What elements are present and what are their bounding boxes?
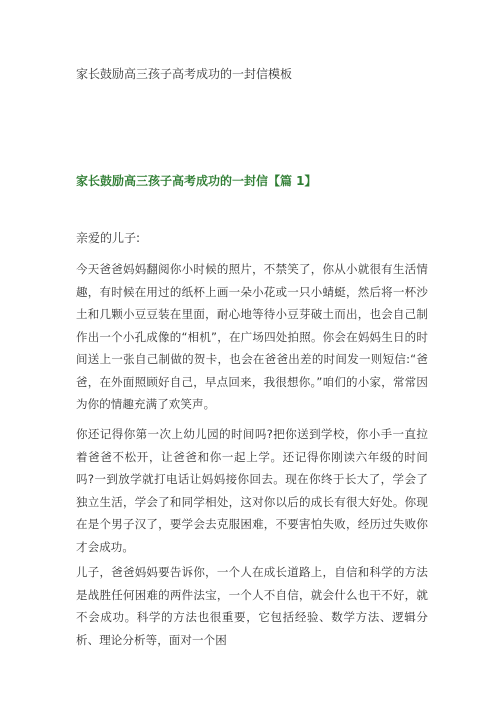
section-heading: 家长鼓励高三孩子高考成功的一封信【篇 1】	[76, 174, 317, 188]
paragraph: 儿子，爸爸妈妈要告诉你，一个人在成长道路上，自信和科学的方法是战胜任何困难的两件法宝，一个人不自信，就会什么也干不好，就不会成功。科学的方法也很重要，它包括经验、数学方法、逻辑分析、理论分析等，面对一个困	[76, 565, 428, 647]
letter-salutation: 亲爱的儿子:	[76, 231, 141, 245]
paragraph: 你还记得你第一次上幼儿园的时间吗?把你送到学校，你小手一直拉着爸爸不松开，让爸爸和你一起上学。还记得你刚读六年级的时间吗?一到放学就打电话让妈妈接你回去。现在你终于长大了，学会了独立生活，学会了和同学相处，这对你以后的成长有很大好处。你现在是个男子汉了，要学会去克服困难，不要害怕失败，经历过失败你才会成功。	[76, 427, 428, 554]
paragraph: 今天爸爸妈妈翻阅你小时候的照片，不禁笑了，你从小就很有生活情趣，有时候在用过的纸杯上画一朵小花或一只小蜻蜓，然后将一杯沙土和几颗小豆豆装在里面，耐心地等待小豆芽破土而出，也会自己制作出一个小孔成像的“相机”，在广场四处拍照。你会在妈妈生日的时间送上一张自己制做的贺卡，也会在爸爸出差的时间发一则短信:“爸爸，在外面照顾好自己，早点回来，我很想你。”咱们的小家，常常因为你的情趣充满了欢笑声。	[76, 262, 428, 411]
document-title: 家长鼓励高三孩子高考成功的一封信模板	[76, 67, 293, 81]
